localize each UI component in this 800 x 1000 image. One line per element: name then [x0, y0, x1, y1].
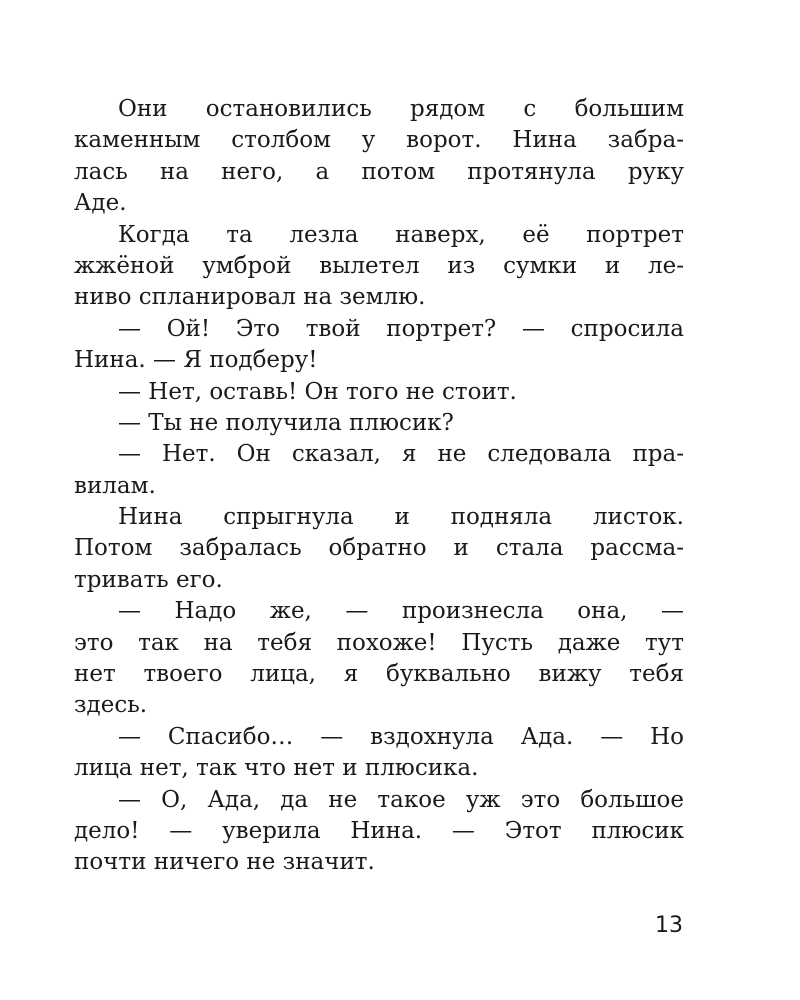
- text-line: лась на него, а потом протянула руку: [74, 158, 684, 185]
- text-line: здесь.: [74, 692, 148, 719]
- text-line: Нина. — Я подберу!: [74, 347, 318, 374]
- text-line: Когда та лезла наверх, её портрет: [118, 221, 684, 248]
- text-line: Аде.: [74, 190, 127, 217]
- text-line: — Нет. Он сказал, я не следовала пра-: [118, 441, 684, 468]
- book-page-text: [74, 94, 684, 879]
- text-line: — Ой! Это твой портрет? — спросила: [118, 315, 684, 342]
- text-line: Потом забралась обратно и стала рассма-: [74, 535, 684, 562]
- text-line: Нина спрыгнула и подняла листок.: [118, 504, 684, 531]
- text-line: ниво спланировал на землю.: [74, 284, 426, 311]
- text-line: дело! — уверила Нина. — Этот плюсик: [74, 817, 684, 844]
- text-line: жжёной умброй вылетел из сумки и ле-: [74, 252, 684, 279]
- text-line: — Ты не получила плюсик?: [118, 409, 454, 436]
- text-line: — Надо же, — произнесла она, —: [118, 598, 684, 625]
- text-line: тривать его.: [74, 566, 223, 593]
- text-line: нет твоего лица, я буквально вижу тебя: [74, 661, 684, 688]
- text-line: — Спасибо… — вздохнула Ада. — Но: [118, 723, 684, 750]
- text-line: — Нет, оставь! Он того не стоит.: [118, 378, 517, 405]
- text-line: почти ничего не значит.: [74, 849, 375, 876]
- text-line: лица нет, так что нет и плюсика.: [74, 755, 479, 782]
- text-line: это так на тебя похоже! Пусть даже тут: [74, 629, 684, 656]
- text-line: вилам.: [74, 472, 156, 499]
- page-number: 13: [655, 913, 683, 938]
- text-line: — О, Ада, да не такое уж это большое: [118, 786, 684, 813]
- text-line: каменным столбом у ворот. Нина забра-: [74, 127, 684, 154]
- text-line: Они остановились рядом с большим: [118, 96, 684, 122]
